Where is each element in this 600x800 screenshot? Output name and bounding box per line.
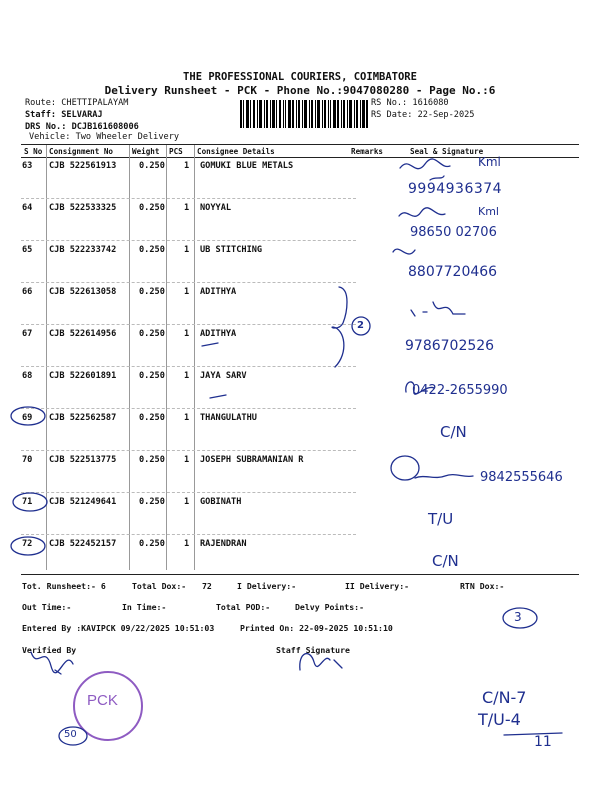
summary-total: 11 bbox=[534, 734, 552, 750]
signature-scribble bbox=[385, 202, 475, 232]
row-consignment: CJB 522562587 bbox=[49, 413, 117, 423]
row-weight: 0.250 bbox=[139, 371, 165, 381]
col-remarks: Remarks bbox=[351, 147, 384, 156]
out-time: Out Time:- bbox=[22, 602, 72, 612]
row-sno: 69 bbox=[22, 413, 33, 423]
rtn-dox: RTN Dox:- bbox=[460, 581, 505, 591]
row-sno: 65 bbox=[22, 245, 33, 255]
row-sno: 64 bbox=[22, 203, 33, 213]
total-dox-label: Total Dox:- bbox=[132, 581, 187, 591]
signature-scribble bbox=[385, 240, 425, 266]
i-delivery: I Delivery:- bbox=[237, 581, 297, 591]
total-dox-value: 72 bbox=[202, 581, 212, 591]
hand-note: Kml bbox=[478, 155, 501, 169]
hand-note: Kml bbox=[478, 205, 499, 218]
row-sno: 70 bbox=[22, 455, 33, 465]
hand-phone: 98650 02706 bbox=[410, 225, 497, 240]
col-weight: Weight bbox=[132, 147, 160, 156]
verified-by: Verified By bbox=[22, 645, 77, 655]
row-consignment: CJB 522601891 bbox=[49, 371, 117, 381]
row-consignment: CJB 522561913 bbox=[49, 161, 117, 171]
row-consignment: CJB 522533325 bbox=[49, 203, 117, 213]
row-pcs: 1 bbox=[184, 497, 190, 507]
hand-phone: 0422-2655990 bbox=[412, 383, 508, 398]
table-row bbox=[21, 493, 579, 535]
row-pcs: 1 bbox=[184, 203, 190, 213]
tick-mark bbox=[208, 392, 232, 402]
row-consignment: CJB 521249641 bbox=[49, 497, 117, 507]
ii-delivery: II Delivery:- bbox=[345, 581, 410, 591]
bracket-annotation bbox=[325, 283, 375, 373]
row-consignee: THANGULATHU bbox=[200, 413, 257, 423]
signature-scribble bbox=[385, 450, 480, 490]
row-consignment: CJB 522452157 bbox=[49, 539, 117, 549]
in-time: In Time:- bbox=[122, 602, 167, 612]
row-weight: 0.250 bbox=[139, 161, 165, 171]
row-consignee: RAJENDRAN bbox=[200, 539, 247, 549]
company-title: THE PROFESSIONAL COURIERS, COIMBATORE bbox=[183, 71, 417, 83]
runsheet-subtitle: Delivery Runsheet - PCK - Phone No.:9047080280 - Page No.:6 bbox=[104, 84, 496, 97]
row-weight: 0.250 bbox=[139, 455, 165, 465]
hand-cn: C/N bbox=[432, 552, 459, 570]
row-sno: 71 bbox=[22, 497, 33, 507]
stamp-note: 50 bbox=[64, 729, 77, 740]
row-sno: 66 bbox=[22, 287, 33, 297]
row-consignee: NOYYAL bbox=[200, 203, 232, 213]
row-pcs: 1 bbox=[184, 161, 190, 171]
hand-phone: 9842555646 bbox=[480, 470, 563, 485]
hand-phone: 9786702526 bbox=[405, 338, 495, 354]
signature-scribble bbox=[405, 292, 475, 322]
hand-cn: C/N bbox=[440, 423, 467, 441]
vehicle-label: Vehicle: Two Wheeler Delivery bbox=[29, 132, 180, 142]
stamp-text: PCK bbox=[87, 692, 118, 709]
row-sno: 68 bbox=[22, 371, 33, 381]
row-consignment: CJB 522613058 bbox=[49, 287, 117, 297]
rs-date-label: RS Date: 22-Sep-2025 bbox=[371, 110, 475, 120]
row-consignee: ADITHYA bbox=[200, 329, 237, 339]
col-seal: Seal & Signature bbox=[410, 147, 484, 156]
table-bottom-rule bbox=[21, 574, 579, 575]
barcode bbox=[240, 100, 368, 128]
row-weight: 0.250 bbox=[139, 497, 165, 507]
col-consignment: Consignment No bbox=[49, 147, 114, 156]
row-consignee: UB STITCHING bbox=[200, 245, 263, 255]
col-sno: S No bbox=[24, 147, 43, 156]
row-pcs: 1 bbox=[184, 455, 190, 465]
circled-count: 3 bbox=[514, 610, 522, 624]
staff-signature: Staff Signature bbox=[276, 645, 350, 655]
summary-tu: T/U-4 bbox=[478, 710, 521, 729]
tick-mark bbox=[200, 340, 224, 350]
row-weight: 0.250 bbox=[139, 203, 165, 213]
staff-signature-scribble bbox=[280, 640, 370, 680]
row-consignment: CJB 522233742 bbox=[49, 245, 117, 255]
table-row bbox=[21, 409, 579, 451]
col-consignee: Consignee Details bbox=[197, 147, 275, 156]
row-consignment: CJB 522614956 bbox=[49, 329, 117, 339]
row-consignee: JAYA SARV bbox=[200, 371, 247, 381]
signature-scribble bbox=[380, 150, 490, 200]
row-sno: 72 bbox=[22, 539, 33, 549]
col-pcs: PCS bbox=[169, 147, 183, 156]
row-consignee: ADITHYA bbox=[200, 287, 237, 297]
bracket-note: 2 bbox=[357, 320, 364, 331]
summary-cn: C/N-7 bbox=[482, 688, 527, 707]
hand-phone: 8807720466 bbox=[408, 264, 498, 280]
delvy-points: Delvy Points:- bbox=[295, 602, 365, 612]
total-pod: Total POD:- bbox=[216, 602, 271, 612]
row-weight: 0.250 bbox=[139, 329, 165, 339]
circle-mark bbox=[10, 490, 50, 514]
row-weight: 0.250 bbox=[139, 245, 165, 255]
row-consignee: GOBINATH bbox=[200, 497, 242, 507]
row-sno: 67 bbox=[22, 329, 33, 339]
row-weight: 0.250 bbox=[139, 539, 165, 549]
row-weight: 0.250 bbox=[139, 287, 165, 297]
rs-no-label: RS No.: 1616080 bbox=[371, 98, 449, 108]
row-consignee: JOSEPH SUBRAMANIAN R bbox=[200, 455, 304, 465]
row-pcs: 1 bbox=[184, 371, 190, 381]
row-pcs: 1 bbox=[184, 413, 190, 423]
row-consignee: GOMUKI BLUE METALS bbox=[200, 161, 294, 171]
signature-scribble bbox=[398, 374, 448, 398]
circle-mark bbox=[8, 534, 48, 558]
row-pcs: 1 bbox=[184, 539, 190, 549]
hand-phone: 9994936374 bbox=[408, 181, 503, 197]
row-pcs: 1 bbox=[184, 287, 190, 297]
drs-label: DRS No.: DCJB161608006 bbox=[25, 122, 139, 132]
row-pcs: 1 bbox=[184, 329, 190, 339]
row-sno: 63 bbox=[22, 161, 33, 171]
entered-by: Entered By :KAVIPCK 09/22/2025 10:51:03 bbox=[22, 623, 215, 633]
staff-label: Staff: SELVARAJ bbox=[25, 110, 103, 120]
row-pcs: 1 bbox=[184, 245, 190, 255]
table-row bbox=[21, 325, 579, 367]
row-weight: 0.250 bbox=[139, 413, 165, 423]
printed-on: Printed On: 22-09-2025 10:51:10 bbox=[240, 623, 393, 633]
route-label: Route: CHETTIPALAYAM bbox=[25, 98, 129, 108]
tot-runsheet: Tot. Runsheet:- 6 bbox=[22, 581, 106, 591]
row-consignment: CJB 522513775 bbox=[49, 455, 117, 465]
circle-mark bbox=[8, 404, 48, 428]
table-row bbox=[21, 283, 579, 325]
hand-tu: T/U bbox=[428, 510, 454, 528]
table-row bbox=[21, 535, 579, 577]
